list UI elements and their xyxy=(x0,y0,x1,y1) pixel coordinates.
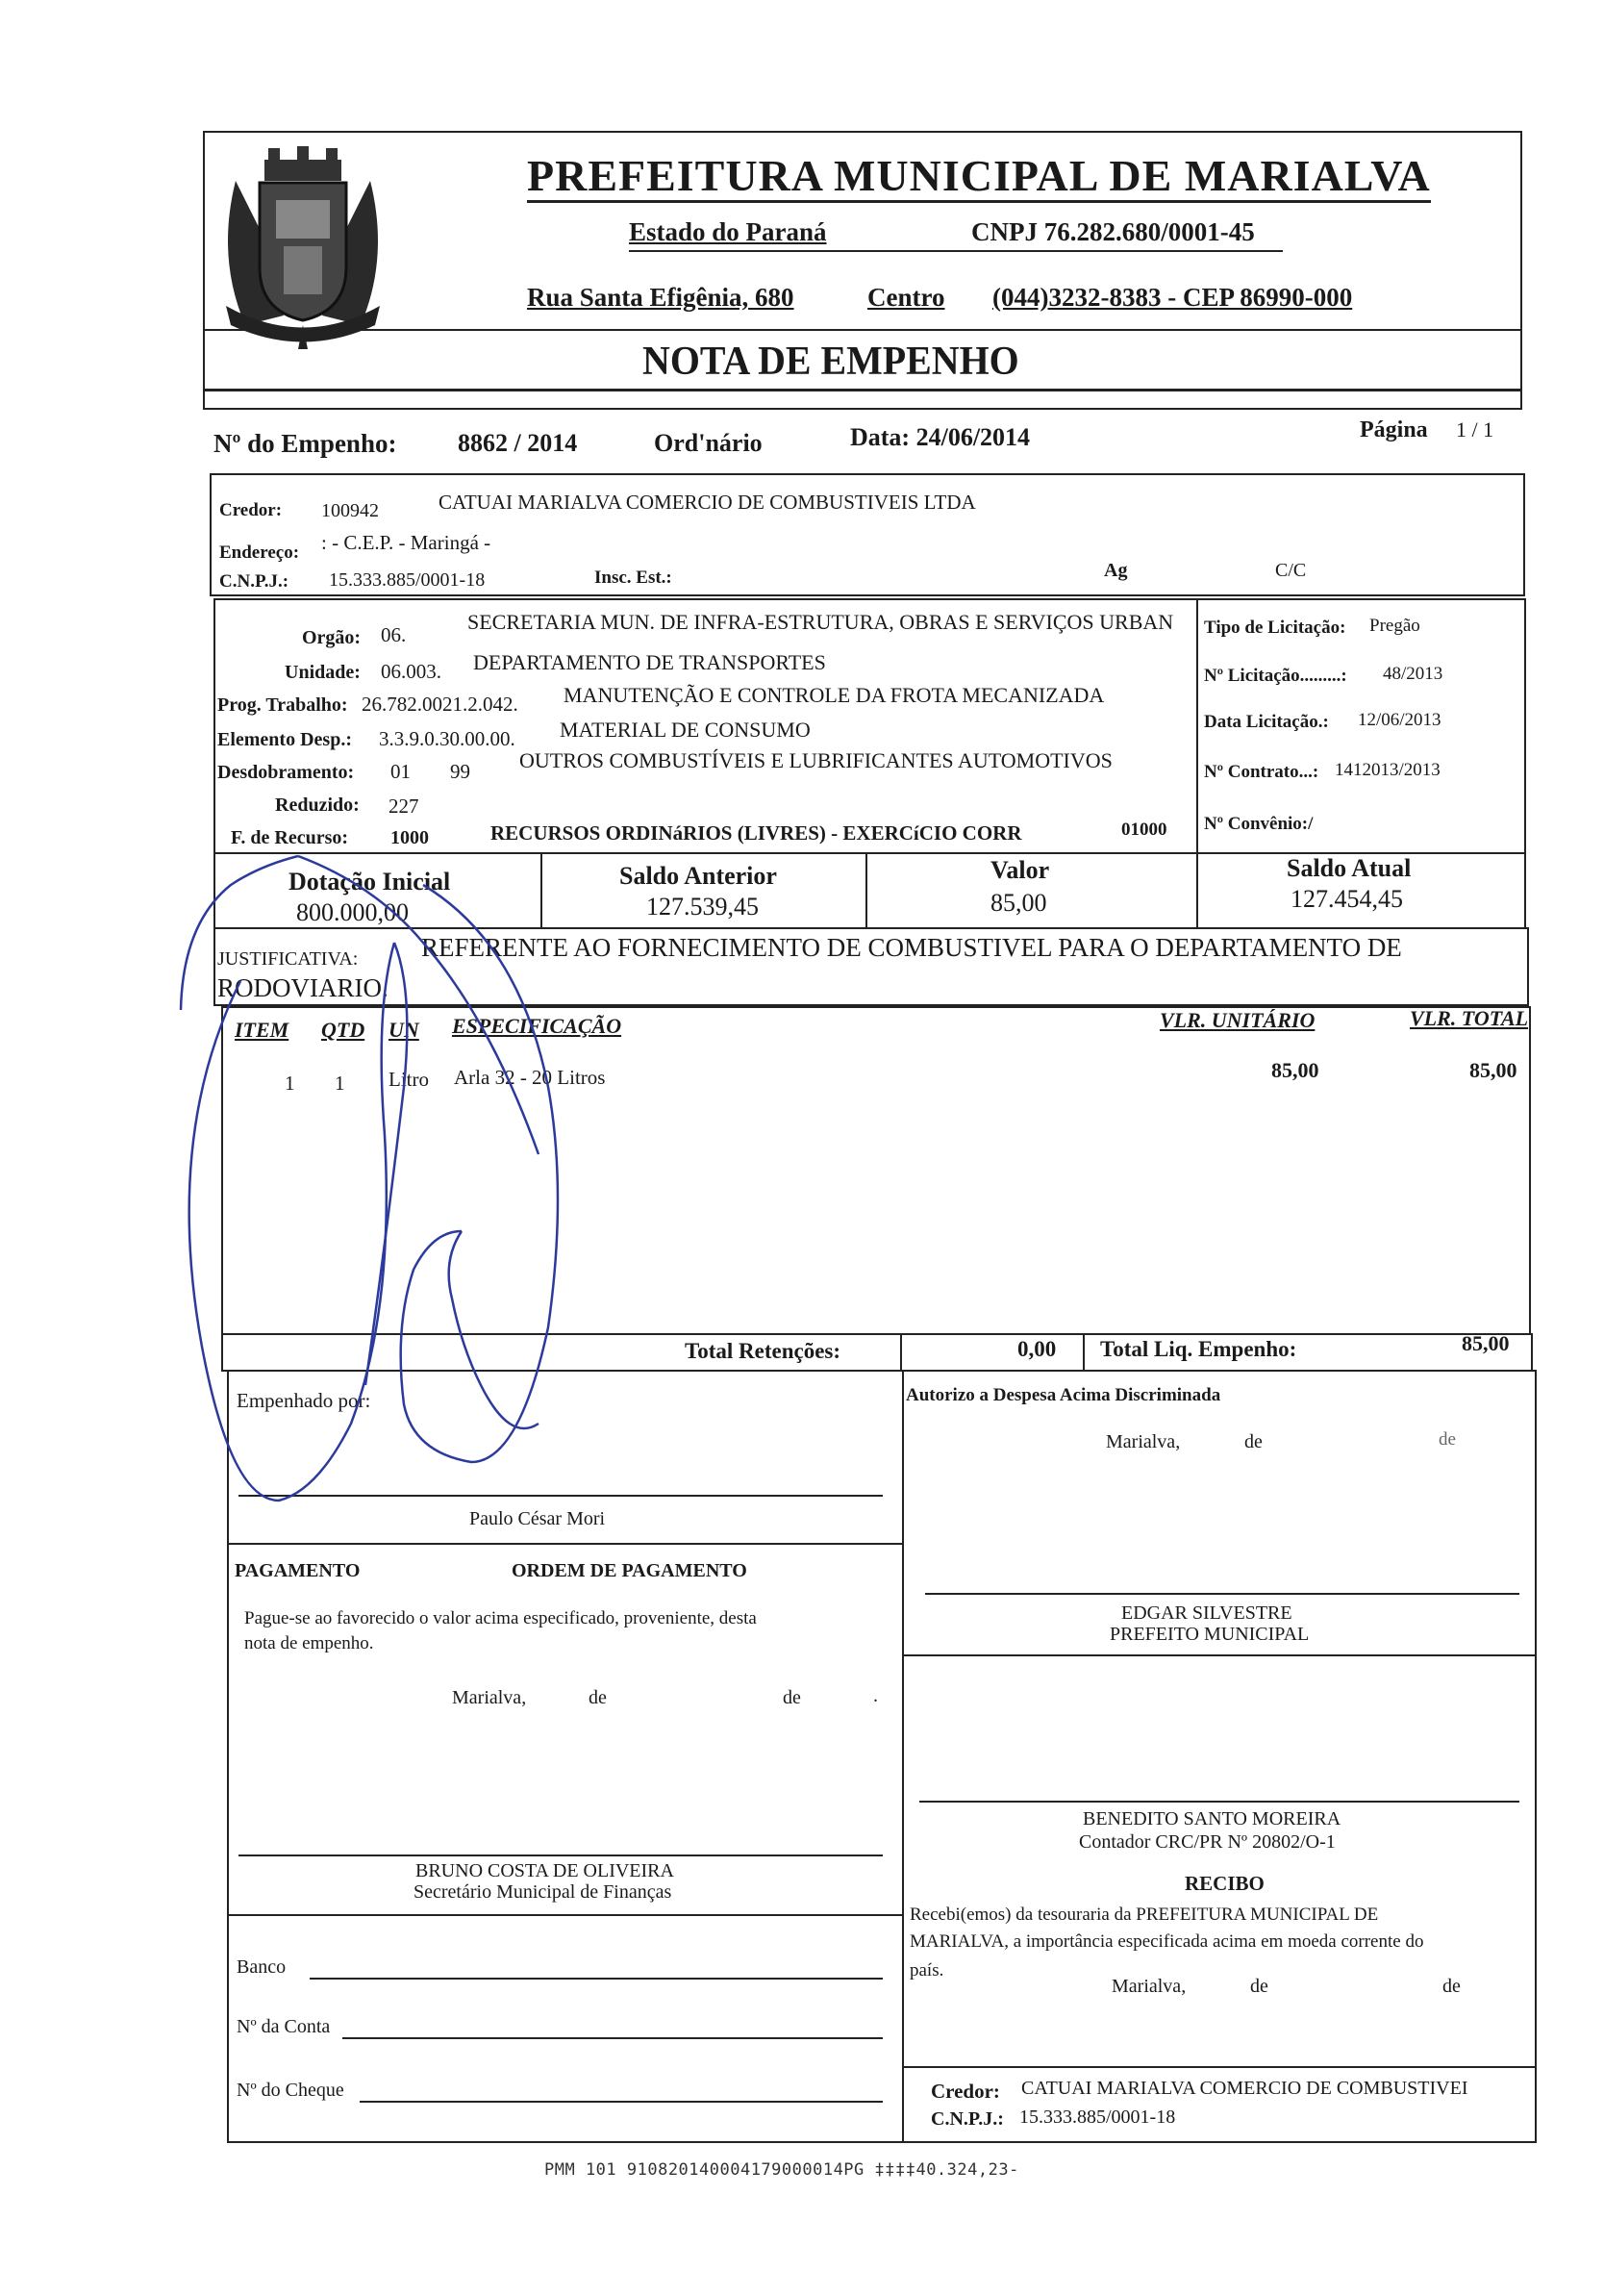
desd-code: 01 xyxy=(390,760,411,783)
cnpj-label: CNPJ 76.282.680/0001-45 xyxy=(971,217,1255,246)
liq-label: Total Liq. Empenho: xyxy=(1100,1337,1297,1361)
credor-label: Credor: xyxy=(219,500,283,520)
col-qtd-header: QTD xyxy=(321,1018,365,1042)
pagamento-city: Marialva, xyxy=(452,1687,527,1708)
recurso-code: 1000 xyxy=(390,827,429,848)
recibo-title: RECIBO xyxy=(1185,1872,1265,1895)
empenho-type: Ord'nário xyxy=(654,429,763,457)
justificativa-text-1: REFERENTE AO FORNECIMENTO DE COMBUSTIVEL PARA O DEPARTAMENTO DE xyxy=(421,933,1402,962)
saldo-atual-label: Saldo Atual xyxy=(1287,854,1412,882)
credor-footer-cnpj-value: 15.333.885/0001-18 xyxy=(1019,2107,1176,2128)
contador-sign-line xyxy=(919,1801,1519,1803)
data-licitacao-value: 12/06/2013 xyxy=(1358,710,1441,730)
pagamento-text-1: Pague-se ao favorecido o valor acima especificado, proveniente, desta xyxy=(244,1608,757,1628)
endereco-value: : - C.E.P. - Maringá - xyxy=(321,531,491,554)
elem-label: Elemento Desp.: xyxy=(217,729,352,750)
saldo-atual-value: 127.454,45 xyxy=(1291,885,1403,913)
contador-name: BENEDITO SANTO MOREIRA xyxy=(1083,1808,1341,1829)
pagamento-label: PAGAMENTO xyxy=(235,1560,361,1581)
autorizo-de1: de xyxy=(1244,1431,1263,1452)
dotacao-inicial-label: Dotação Inicial xyxy=(288,868,451,896)
recibo-text-2: MARIALVA, a importância especificada acima em moeda corrente do xyxy=(910,1931,1424,1952)
tipo-licitacao-value: Pregão xyxy=(1369,616,1420,636)
banco-label: Banco xyxy=(237,1956,287,1978)
empenho-label: Nº do Empenho: xyxy=(213,429,397,458)
page-label: Página xyxy=(1360,417,1428,442)
prefeito-role: PREFEITO MUNICIPAL xyxy=(1110,1624,1310,1645)
secretario-section-bottom xyxy=(227,1914,902,1916)
page-title: PREFEITURA MUNICIPAL DE MARIALVA xyxy=(527,152,1431,203)
state-label: Estado do Paraná xyxy=(629,217,827,246)
orgao-label: Orgão: xyxy=(302,627,362,648)
district-label: Centro xyxy=(867,283,945,312)
insc-label: Insc. Est.: xyxy=(594,568,672,588)
secretario-sign-line xyxy=(238,1854,883,1856)
recibo-de1: de xyxy=(1250,1976,1268,1997)
pagamento-de1: de xyxy=(589,1687,607,1708)
data-licitacao-label: Data Licitação.: xyxy=(1204,712,1329,732)
dotacao-divider xyxy=(1196,598,1198,854)
cnpj-credor-label: C.N.P.J.: xyxy=(219,571,289,592)
street-label: Rua Santa Efigênia, 680 xyxy=(527,283,794,312)
title-divider-top xyxy=(203,329,1522,331)
table-row-spec: Arla 32 - 20 Litros xyxy=(454,1066,606,1089)
prog-name: MANUTENÇÃO E CONTROLE DA FROTA MECANIZADA xyxy=(564,683,1105,707)
contrato-value: 1412013/2013 xyxy=(1335,760,1441,780)
pagamento-de2: de xyxy=(783,1687,801,1708)
pagamento-dot: . xyxy=(873,1685,878,1706)
cheque-label: Nº do Cheque xyxy=(237,2080,344,2101)
prog-label: Prog. Trabalho: xyxy=(217,694,348,716)
cnpj-credor-value: 15.333.885/0001-18 xyxy=(329,569,486,591)
prog-code: 26.782.0021.2.042. xyxy=(362,693,518,716)
handwritten-signature xyxy=(173,846,654,1539)
convenio-label: Nº Convênio:/ xyxy=(1204,814,1314,834)
empenhado-section-bottom xyxy=(227,1543,902,1545)
justificativa-label: JUSTIFICATIVA: xyxy=(217,948,359,970)
doc-title: NOTA DE EMPENHO xyxy=(642,340,1019,384)
saldos-divider-2 xyxy=(865,852,867,929)
empenho-number: 8862 / 2014 xyxy=(458,429,578,457)
stamp-line: PMM 101 910820140004179000014PG ‡‡‡‡40.324,23- xyxy=(544,2160,1019,2180)
col-unit-header: VLR. UNITÁRIO xyxy=(1160,1008,1316,1032)
valor-value: 85,00 xyxy=(990,889,1047,917)
autorizo-de2: de xyxy=(1439,1429,1456,1450)
autorizo-label: Autorizo a Despesa Acima Discriminada xyxy=(906,1385,1221,1405)
recibo-section-bottom xyxy=(902,2066,1537,2068)
reduzido-label: Reduzido: xyxy=(275,795,360,816)
unidade-code: 06.003. xyxy=(381,660,441,683)
secretario-role: Secretário Municipal de Finanças xyxy=(414,1881,672,1903)
recurso-num: 01000 xyxy=(1121,820,1167,840)
page-value: 1 / 1 xyxy=(1456,417,1494,442)
col-spec-header: ESPECIFICAÇÃO xyxy=(452,1014,622,1038)
credor-footer-name: CATUAI MARIALVA COMERCIO DE COMBUSTIVEI xyxy=(1021,2078,1468,2099)
totals-divider-1 xyxy=(900,1333,902,1372)
title-divider-bottom xyxy=(203,389,1522,391)
prefeito-section-bottom xyxy=(902,1654,1537,1656)
conta-line xyxy=(342,2037,883,2039)
retencoes-value: 0,00 xyxy=(1017,1337,1057,1361)
retencoes-label: Total Retenções: xyxy=(685,1339,841,1363)
prefeito-name: EDGAR SILVESTRE xyxy=(1121,1602,1292,1624)
empenho-date: Data: 24/06/2014 xyxy=(850,423,1031,451)
totals-divider-2 xyxy=(1083,1333,1085,1372)
secretario-name: BRUNO COSTA DE OLIVEIRA xyxy=(415,1860,674,1881)
table-row-item: 1 xyxy=(285,1072,295,1095)
prefeito-sign-line xyxy=(925,1593,1519,1595)
recibo-text-3: país. xyxy=(910,1960,944,1981)
saldo-anterior-label: Saldo Anterior xyxy=(619,862,777,890)
table-row-unit: 85,00 xyxy=(1271,1058,1319,1082)
empenhado-name: Paulo César Mori xyxy=(469,1508,606,1529)
saldo-anterior-value: 127.539,45 xyxy=(646,893,759,921)
recibo-city: Marialva, xyxy=(1112,1976,1187,1997)
justificativa-text-2: RODOVIARIO. xyxy=(217,973,388,1002)
num-licitacao-value: 48/2013 xyxy=(1383,664,1443,684)
credor-footer-cnpj-label: C.N.P.J.: xyxy=(931,2108,1004,2130)
table-row-un: Litro xyxy=(388,1068,429,1091)
contador-role: Contador CRC/PR Nº 20802/O-1 xyxy=(1079,1831,1336,1853)
autorizo-city: Marialva, xyxy=(1106,1431,1181,1452)
pagamento-text-2: nota de empenho. xyxy=(244,1633,374,1653)
orgao-code: 06. xyxy=(381,623,407,646)
reduzido-value: 227 xyxy=(388,795,419,818)
cc-label: C/C xyxy=(1275,560,1307,581)
credor-code: 100942 xyxy=(321,500,379,521)
recibo-text-1: Recebi(emos) da tesouraria da PREFEITURA MUNICIPAL DE xyxy=(910,1905,1379,1925)
state-underline xyxy=(629,250,1283,252)
elem-name: MATERIAL DE CONSUMO xyxy=(560,718,811,742)
lower-divider xyxy=(902,1370,904,2143)
elem-code: 3.3.9.0.30.00.00. xyxy=(379,727,515,750)
credor-name: CATUAI MARIALVA COMERCIO DE COMBUSTIVEIS LTDA xyxy=(439,491,976,514)
banco-line xyxy=(310,1978,883,1980)
table-row-qtd: 1 xyxy=(335,1072,345,1095)
dotacao-inicial-value: 800.000,00 xyxy=(296,898,409,926)
num-licitacao-label: Nº Licitação.........: xyxy=(1204,666,1347,686)
liq-value: 85,00 xyxy=(1462,1331,1510,1355)
tipo-licitacao-label: Tipo de Licitação: xyxy=(1204,618,1346,638)
col-item-header: ITEM xyxy=(235,1018,289,1042)
valor-label: Valor xyxy=(990,856,1050,884)
crest-icon xyxy=(207,142,399,354)
ag-label: Ag xyxy=(1104,560,1128,581)
col-un-header: UN xyxy=(388,1018,419,1042)
recibo-de2: de xyxy=(1442,1976,1461,1997)
desd-sub: 99 xyxy=(450,760,470,783)
desd-label: Desdobramento: xyxy=(217,762,355,783)
conta-label: Nº da Conta xyxy=(237,2016,331,2037)
recurso-name: RECURSOS ORDINáRIOS (LIVRES) - EXERCíCIO CORR xyxy=(490,821,1022,845)
phone-cep-label: (044)3232-8383 - CEP 86990-000 xyxy=(992,283,1353,312)
endereco-label: Endereço: xyxy=(219,542,300,563)
unidade-name: DEPARTAMENTO DE TRANSPORTES xyxy=(473,650,826,674)
cheque-line xyxy=(360,2101,883,2103)
ordem-pagamento-label: ORDEM DE PAGAMENTO xyxy=(512,1560,747,1581)
empenhado-label: Empenhado por: xyxy=(237,1389,371,1412)
unidade-label: Unidade: xyxy=(285,662,361,683)
desd-name: OUTROS COMBUSTÍVEIS E LUBRIFICANTES AUTOMOTIVOS xyxy=(519,748,1113,772)
saldos-divider-3 xyxy=(1196,852,1198,929)
col-total-header: VLR. TOTAL xyxy=(1410,1006,1529,1030)
recurso-label: F. de Recurso: xyxy=(231,827,349,848)
table-row-total: 85,00 xyxy=(1469,1058,1517,1082)
contrato-label: Nº Contrato...: xyxy=(1204,762,1319,782)
orgao-name: SECRETARIA MUN. DE INFRA-ESTRUTURA, OBRAS E SERVIÇOS URBAN xyxy=(467,610,1174,634)
credor-footer-label: Credor: xyxy=(931,2080,1000,2103)
